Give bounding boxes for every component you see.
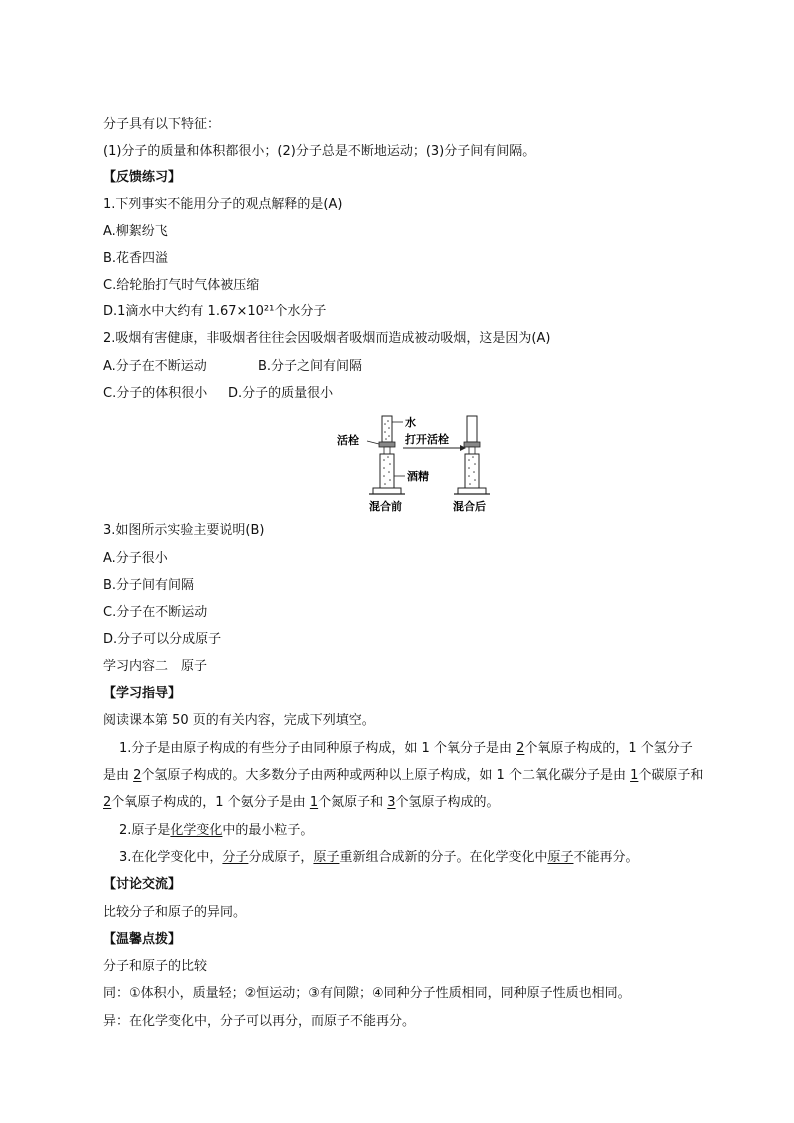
compare-diff: 异：在化学变化中，分子可以再分，而原子不能再分。	[103, 1014, 416, 1029]
q2-stem: 2.吸烟有害健康，非吸烟者往往会因吸烟者吸烟而造成被动吸烟，这是因为(A)	[103, 331, 551, 346]
caption-before: 混合前	[369, 500, 402, 513]
p3-text: 重新组合成新的分子。在化学变化中	[339, 850, 548, 865]
compare-title: 分子和原子的比较	[103, 959, 208, 974]
q1-option-c: C.给轮胎打气时气体被压缩	[103, 278, 260, 293]
label-water: 水	[405, 416, 416, 429]
p1-text: 个氢原子构成的。大多数分子由两种或两种以上原子构成，如 1 个二氧化碳分子是由	[141, 768, 631, 783]
q3-option-b: B.分子间有间隔	[103, 578, 195, 593]
p1-blank: 2	[133, 768, 142, 783]
p1-blank: 1	[309, 795, 319, 810]
q2-option-d: D.分子的质量很小	[228, 386, 334, 401]
p3-text: 3.在化学变化中，	[119, 850, 223, 865]
p1-blank: 2	[516, 741, 525, 756]
discuss-text: 比较分子和原子的异同。	[103, 905, 247, 920]
q1-stem: 1.下列事实不能用分子的观点解释的是(A)	[103, 197, 343, 212]
guide-header: 【学习指导】	[103, 686, 182, 701]
paragraph-3	[119, 849, 639, 867]
features-title: 分子具有以下特征：	[103, 117, 221, 132]
q3-option-c: C.分子在不断运动	[103, 605, 208, 620]
valve-shape	[379, 442, 395, 447]
q3-stem: 3.如图所示实验主要说明(B)	[103, 523, 265, 538]
compare-same: 同：①体积小，质量轻；②恒运动；③有间隙；④同种分子性质相同，同种原子性质也相同。	[103, 986, 631, 1001]
q3-option-a: A.分子很小	[103, 551, 168, 566]
p1-text: 个氢原子构成的。	[395, 795, 500, 810]
p3-blank: 分子	[222, 850, 249, 865]
paragraph-1-line-1	[119, 740, 693, 758]
p2-text: 2.原子是	[119, 823, 171, 838]
tips-header: 【温馨点拨】	[103, 932, 182, 947]
paragraph-1-line-3	[103, 794, 500, 812]
q2-option-b: B.分子之间有间隔	[258, 359, 363, 374]
q2-option-c: C.分子的体积很小	[103, 386, 208, 401]
q1-option-b: B.花香四溢	[103, 251, 169, 266]
discuss-header: 【讨论交流】	[103, 877, 182, 892]
p1-text: 个氧原子构成的，1 个氨分子是由	[111, 795, 310, 810]
p1-blank: 1	[630, 768, 639, 783]
q1-option-a: A.柳絮纷飞	[103, 224, 168, 239]
p3-text: 分成原子，	[248, 850, 314, 865]
label-valve: 活栓	[337, 434, 359, 447]
experiment-figure	[335, 410, 525, 515]
p1-text: 个碳原子和	[638, 768, 704, 783]
p3-blank: 原子	[547, 850, 574, 865]
label-alcohol: 酒精	[407, 470, 429, 483]
alcohol-tube	[380, 454, 394, 488]
paragraph-1-line-2	[103, 767, 703, 785]
q1-option-d: D.1滴水中大约有 1.67×10²¹个水分子	[103, 304, 327, 319]
p1-blank: 2	[103, 795, 112, 810]
feedback-header: 【反馈练习】	[103, 170, 182, 185]
p1-text: 是由	[103, 768, 134, 783]
p1-text: 1.分子是由原子构成的有些分子由同种原子构成，如 1 个氧分子是由	[119, 741, 517, 756]
q3-option-d: D.分子可以分成原子	[103, 632, 222, 647]
paragraph-2	[119, 822, 313, 840]
features-detail: (1)分子的质量和体积都很小；(2)分子总是不断地运动；(3)分子间有间隔。	[103, 144, 536, 159]
q2-option-a: A.分子在不断运动	[103, 359, 207, 374]
caption-after: 混合后	[453, 500, 486, 513]
section2-title: 学习内容二 原子	[103, 659, 208, 674]
guide-intro: 阅读课本第 50 页的有关内容，完成下列填空。	[103, 713, 375, 728]
p3-text: 不能再分。	[573, 850, 639, 865]
p3-blank: 原子	[313, 850, 340, 865]
p2-blank: 化学变化	[170, 823, 223, 838]
p2-text: 中的最小粒子。	[222, 823, 314, 838]
label-open-valve: 打开活栓	[405, 433, 449, 446]
water-tube	[382, 416, 392, 442]
p1-text: 个氧原子构成的，1 个氢分子	[524, 741, 693, 756]
p1-blank: 3	[387, 795, 396, 810]
p1-text: 个氮原子和	[318, 795, 388, 810]
